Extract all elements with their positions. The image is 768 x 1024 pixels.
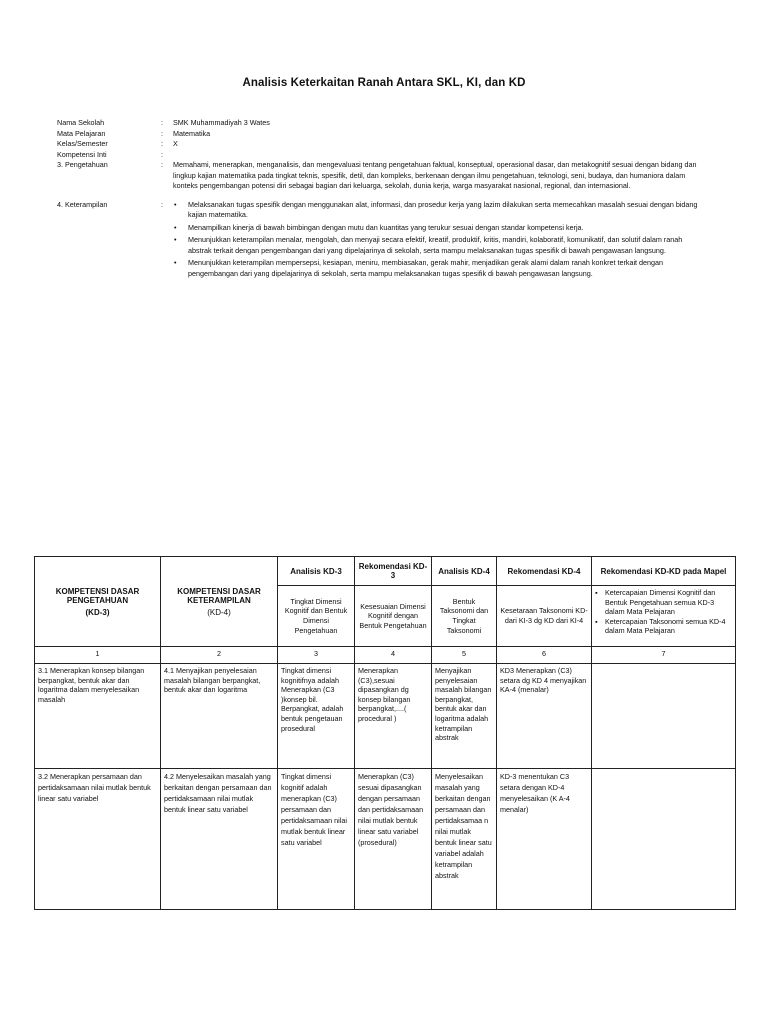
header-kd3: KOMPETENSI DASAR PENGETAHUAN (KD-3) [35,557,161,647]
info-value [173,150,707,161]
cell-rek-mapel [592,769,736,910]
info-label: 4. Keterampilan [57,199,108,209]
info-label: 3. Pengetahuan [57,160,108,169]
info-label: Kompetensi Inti [57,149,107,159]
cell-kd3: 3.1 Menerapkan konsep bilangan berpangkat, bentuk akar dan logaritma dalam menyelesaikan masalah [35,664,161,769]
subheader-analisis-kd4: Bentuk Taksonomi dan Tingkat Taksonomi [432,586,497,647]
column-number: 3 [278,647,355,664]
kd-analysis-table [34,556,736,910]
info-value: SMK Muhammadiyah 3 Wates [173,118,270,127]
cell-kd4: 4.1 Menyajikan penyelesaian masalah bilangan berpangkat, bentuk akar dan logaritma [161,664,278,769]
info-row-ki: Kompetensi Inti : [57,150,707,161]
table-row [35,664,736,769]
cell-analisis-kd4: Menyelesaikan masalah yang berkaitan dengan persamaan dan pertidaksamaa n nilai mutlak bentuk linear satu variabel adalah ketrampilan abstrak [432,769,497,910]
info-value: Memahami, menerapkan, menganalisis, dan mengevaluasi tentang pengetahuan faktual, konseptual, operasional dasar, dan metakognitif sesuai dengan bidang dan lingkup kajian matematika pada tingkat teknis, spesifik, detil, dan kompleks, berkenaan dengan ilmu pengetahuan, teknologi, seni, budaya, dan humaniora dalam konteks pengembangan potensi diri sebagai bagian dari keluarga, sekolah, dunia kerja, warga masyarakat nasional, regional, dan internasional. [173,160,697,190]
cell-rek-kd3: Menerapkan (C3),sesuai dipasangkan dg konsep bilangan berpangkat,....( procedural ) [355,664,432,769]
info-row-pengetahuan: 3. Pengetahuan : Memahami, menerapkan, menganalisis, dan mengevaluasi tentang pengetahuan faktual, konseptual, operasional dasar, dan metakognitif sesuai dengan bidang dan lingkup kajian matematika pada tingkat teknis, spesifik, detil, dan kompleks, berkenaan dengan ilmu pengetahuan, teknologi, seni, budaya, dan humaniora dalam konteks pengembangan potensi diri sebagai bagian dari keluarga, sekolah, dunia kerja, warga masyarakat nasional, regional, dan internasional. [57,160,707,192]
page-title: Analisis Keterkaitan Ranah Antara SKL, KI, dan KD [242,77,526,89]
info-label: Mata Pelajaran [57,128,106,138]
cell-kd3: 3.2 Menerapkan persamaan dan pertidaksamaan nilai mutlak bentuk linear satu variabel [35,769,161,910]
cell-rek-kd4: KD3 Menerapkan (C3) setara dg KD 4 menyajikan KA-4 (menalar) [497,664,592,769]
column-number: 4 [355,647,432,664]
list-item: • Melaksanakan tugas spesifik dengan menggunakan alat, informasi, dan prosedur kerja yang lazim dilakukan serta memecahkan masalah sesuai dengan bidang kajian matematika. [173,200,707,221]
info-row-keterampilan: 4. Keterampilan : • Melaksanakan tugas spesifik dengan menggunakan alat, informasi, dan prosedur kerja yang lazim dilakukan serta memecahkan masalah sesuai dengan bidang kajian matematika. • Menampilkan kinerja di bawah bimbingan dengan mutu dan kuantitas yang terukur sesuai dengan standar kompetensi kerja. • Menunjukkan keterampilan menalar, mengolah, dan menyaji secara efektif, kreatif, produktif, kritis, mandiri, kolaboratif, komunikatif, dan solutif dalam ranah abstrak terkait dengan pengembangan dari yang dipelajarinya di sekolah, serta mampu melaksanakan tugas spesifik di bawah pengawasan langsung. • Menunjukkan keterampilan mempersepsi, kesiapan, meniru, membiasakan, gerak mahir, menjadikan gerak alami dalam ranah konkret terkait dengan pengembangan dari yang dipelajarinya di sekolah, serta mampu melaksanakan tugas spesifik di bawah pengawasan langsung. [57,200,707,282]
cell-rek-mapel [592,664,736,769]
header-rek-kd4: Rekomendasi KD-4 [497,557,592,586]
header-analisis-kd3: Analisis KD-3 [278,557,355,586]
cell-analisis-kd3: Tingkat dimensi kognitif adalah menerapkan (C3) persamaan dan pertidaksamaan nilai mutlak bentuk linear satu variabel [278,769,355,910]
subheader-analisis-kd3: Tingkat Dimensi Kognitif dan Bentuk Dimensi Pengetahuan [278,586,355,647]
column-number: 7 [592,647,736,664]
header-rek-kd3: Rekomendasi KD-3 [355,557,432,586]
info-row-kelas: Kelas/Semester : X [57,139,707,150]
list-item: ▪ Ketercapaian Dimensi Kognitif dan Bentuk Pengetahuan semua KD-3 dalam Mata Pelajaran [595,588,732,617]
info-label: Nama Sekolah [57,118,105,127]
info-row-mapel: Mata Pelajaran : Matematika [57,129,707,140]
column-number: 5 [432,647,497,664]
header-rek-mapel: Rekomendasi KD-KD pada Mapel [592,557,736,586]
keterampilan-list [173,200,707,282]
list-item: • Menunjukkan keterampilan menalar, mengolah, dan menyaji secara efektif, kreatif, produktif, kritis, mandiri, kolaboratif, komunikatif, dan solutif dalam ranah abstrak terkait dengan pengembangan dari yang dipelajarinya di sekolah, serta mampu melaksanakan tugas spesifik di bawah pengawasan langsung. [173,235,707,256]
cell-analisis-kd4: Menyajikan penyelesaian masalah bilangan berpangkat, bentuk akar dan logaritma adalah ketrampilan abstrak [432,664,497,769]
subheader-rek-kd4: Kesetaraan Taksonomi KD-dari KI-3 dg KD dari KI-4 [497,586,592,647]
list-item: • Menampilkan kinerja di bawah bimbingan dengan mutu dan kuantitas yang terukur sesuai dengan standar kompetensi kerja. [173,223,707,234]
subheader-rek-kd3: Kesesuaian Dimensi Kognitif dengan Bentuk Pengetahuan [355,586,432,647]
column-number: 2 [161,647,278,664]
cell-rek-kd3: Menerapkan (C3) sesuai dipasangkan dengan persamaan dan pertidaksamaan nilai mutlak bentuk linear satu variabel (prosedural) [355,769,432,910]
cell-kd4: 4.2 Menyelesaikan masalah yang berkaitan dengan persamaan dan pertidaksamaan nilai mutlak bentuk linear satu variabel [161,769,278,910]
subheader-rek-mapel [592,586,736,647]
list-item: • Menunjukkan keterampilan mempersepsi, kesiapan, meniru, membiasakan, gerak mahir, menjadikan gerak alami dalam ranah konkret terkait dengan pengembangan dari yang dipelajarinya di sekolah, serta mampu melaksanakan tugas spesifik di bawah pengawasan langsung. [173,258,707,279]
column-number: 6 [497,647,592,664]
info-block [57,118,707,281]
cell-analisis-kd3: Tingkat dimensi kognitifnya adalah Menerapkan (C3 )konsep bil. Berpangkat, adalah bentuk pengetauan prosedural [278,664,355,769]
table-row [35,769,736,910]
table-header-row [35,557,736,586]
info-label: Kelas/Semester [57,139,108,148]
header-kd4: KOMPETENSI DASAR KETERAMPILAN (KD-4) [161,557,278,647]
header-analisis-kd4: Analisis KD-4 [432,557,497,586]
table-number-row [35,647,736,664]
info-value: X [173,139,178,148]
list-item: ▪ Ketercapaian Taksonomi semua KD-4 dalam Mata Pelajaran [595,617,732,636]
cell-rek-kd4: KD-3 menentukan C3 setara dengan KD-4 menyelesaikan (K A-4 menalar) [497,769,592,910]
info-row-sekolah: Nama Sekolah : SMK Muhammadiyah 3 Wates [57,118,707,129]
column-number: 1 [35,647,161,664]
info-value: Matematika [173,128,211,138]
